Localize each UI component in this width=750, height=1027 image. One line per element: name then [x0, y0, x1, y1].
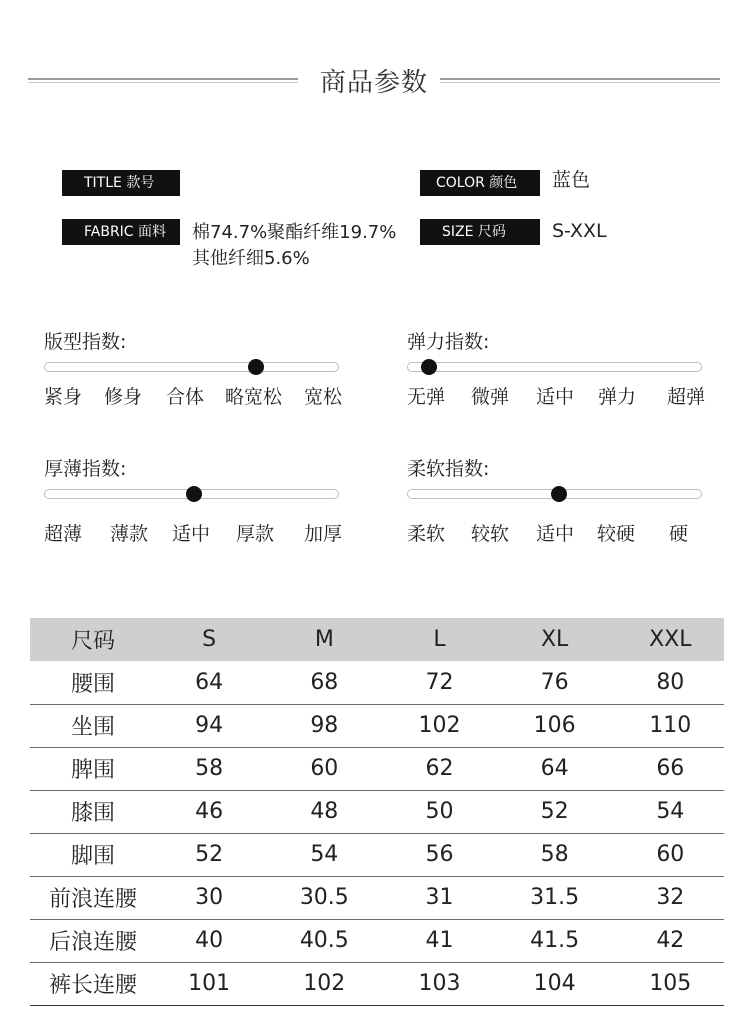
thickness-index	[44, 457, 344, 545]
fit-option: 宽松	[304, 386, 343, 408]
size-table-header: XXL	[617, 618, 724, 661]
thickness-option: 适中	[172, 523, 211, 545]
size-label: SIZE 尺码	[420, 219, 540, 245]
softness-index	[407, 457, 707, 545]
measurement-value-cell: 40.5	[262, 919, 386, 962]
measurement-value-cell: 40	[156, 919, 262, 962]
measurement-value-cell: 104	[493, 962, 617, 1005]
fit-index-track	[44, 362, 339, 372]
softness-index-title: 柔软指数:	[407, 458, 490, 480]
size-table-body	[30, 661, 724, 1005]
measurement-value-cell: 94	[156, 704, 262, 747]
fit-index-title: 版型指数:	[44, 331, 127, 353]
softness-option: 柔软	[407, 523, 446, 545]
measurement-value-cell: 66	[617, 747, 724, 790]
header-rule-right	[440, 78, 720, 80]
fabric-value-line2: 其他纤细5.6%	[192, 248, 310, 269]
softness-option: 较硬	[597, 523, 636, 545]
measurement-value-cell: 58	[156, 747, 262, 790]
measurement-value-cell: 52	[156, 833, 262, 876]
thickness-option: 薄款	[110, 523, 149, 545]
measurement-name-cell: 脚围	[30, 833, 156, 876]
softness-option: 硬	[669, 523, 689, 545]
measurement-value-cell: 32	[617, 876, 724, 919]
measurement-value-cell: 31.5	[493, 876, 617, 919]
softness-option: 适中	[536, 523, 575, 545]
measurement-value-cell: 80	[617, 661, 724, 704]
table-row	[30, 919, 724, 962]
measurement-value-cell: 102	[262, 962, 386, 1005]
measurement-value-cell: 64	[493, 747, 617, 790]
thickness-option: 厚款	[236, 523, 275, 545]
size-table-header: 尺码	[30, 618, 156, 661]
thickness-option: 超薄	[44, 523, 83, 545]
measurement-value-cell: 101	[156, 962, 262, 1005]
elasticity-index-marker	[421, 359, 437, 375]
elasticity-index-title: 弹力指数:	[407, 331, 490, 353]
size-value: S-XXL	[552, 220, 607, 242]
measurement-name-cell: 脾围	[30, 747, 156, 790]
measurement-value-cell: 68	[262, 661, 386, 704]
measurement-value-cell: 62	[386, 747, 492, 790]
title-label: TITLE 款号	[62, 170, 180, 196]
table-row	[30, 962, 724, 1005]
fit-option: 略宽松	[225, 386, 283, 408]
measurement-name-cell: 膝围	[30, 790, 156, 833]
measurement-value-cell: 30	[156, 876, 262, 919]
measurement-value-cell: 103	[386, 962, 492, 1005]
elasticity-option: 适中	[536, 386, 575, 408]
fit-index-options	[44, 382, 354, 406]
measurement-value-cell: 41	[386, 919, 492, 962]
fabric-label: FABRIC 面料	[62, 219, 180, 245]
measurement-value-cell: 76	[493, 661, 617, 704]
elasticity-index-track	[407, 362, 702, 372]
size-table-header: XL	[493, 618, 617, 661]
measurement-value-cell: 31	[386, 876, 492, 919]
size-table-header-row	[30, 618, 724, 661]
section-title: 商品参数	[319, 68, 428, 98]
elasticity-option: 弹力	[598, 386, 637, 408]
table-row	[30, 833, 724, 876]
elasticity-option: 超弹	[667, 386, 706, 408]
measurement-name-cell: 后浪连腰	[30, 919, 156, 962]
measurement-value-cell: 106	[493, 704, 617, 747]
measurement-value-cell: 60	[262, 747, 386, 790]
measurement-value-cell: 98	[262, 704, 386, 747]
size-table-header: M	[262, 618, 386, 661]
thickness-option: 加厚	[304, 523, 343, 545]
measurement-value-cell: 54	[617, 790, 724, 833]
measurement-name-cell: 前浪连腰	[30, 876, 156, 919]
softness-index-options	[407, 519, 717, 543]
color-label: COLOR 颜色	[420, 170, 540, 196]
fabric-value-line1: 棉74.7%聚酯纤维19.7%	[192, 222, 397, 243]
fit-index	[44, 330, 344, 408]
measurement-value-cell: 60	[617, 833, 724, 876]
size-table-header: L	[386, 618, 492, 661]
measurement-name-cell: 腰围	[30, 661, 156, 704]
measurement-value-cell: 30.5	[262, 876, 386, 919]
measurement-value-cell: 41.5	[493, 919, 617, 962]
size-table	[30, 618, 724, 1006]
measurement-value-cell: 48	[262, 790, 386, 833]
thickness-index-marker	[186, 486, 202, 502]
measurement-value-cell: 102	[386, 704, 492, 747]
size-table-header: S	[156, 618, 262, 661]
table-row	[30, 704, 724, 747]
measurement-value-cell: 46	[156, 790, 262, 833]
measurement-value-cell: 50	[386, 790, 492, 833]
fit-option: 修身	[104, 386, 143, 408]
elasticity-option: 微弹	[471, 386, 510, 408]
table-row	[30, 876, 724, 919]
measurement-name-cell: 裤长连腰	[30, 962, 156, 1005]
fit-option: 紧身	[44, 386, 83, 408]
measurement-value-cell: 105	[617, 962, 724, 1005]
elasticity-option: 无弹	[407, 386, 446, 408]
fit-option: 合体	[166, 386, 205, 408]
measurement-value-cell: 56	[386, 833, 492, 876]
thickness-index-title: 厚薄指数:	[44, 458, 127, 480]
measurement-value-cell: 54	[262, 833, 386, 876]
color-value: 蓝色	[552, 169, 591, 191]
softness-option: 较软	[471, 523, 510, 545]
measurement-value-cell: 72	[386, 661, 492, 704]
measurement-value-cell: 42	[617, 919, 724, 962]
measurement-name-cell: 坐围	[30, 704, 156, 747]
table-row	[30, 790, 724, 833]
elasticity-index-options	[407, 382, 717, 406]
measurement-value-cell: 64	[156, 661, 262, 704]
table-row	[30, 747, 724, 790]
section-header	[28, 58, 720, 102]
thickness-index-options	[44, 519, 354, 543]
measurement-value-cell: 110	[617, 704, 724, 747]
softness-index-marker	[551, 486, 567, 502]
table-row	[30, 661, 724, 704]
fit-index-marker	[248, 359, 264, 375]
elasticity-index	[407, 330, 707, 408]
measurement-value-cell: 52	[493, 790, 617, 833]
measurement-value-cell: 58	[493, 833, 617, 876]
